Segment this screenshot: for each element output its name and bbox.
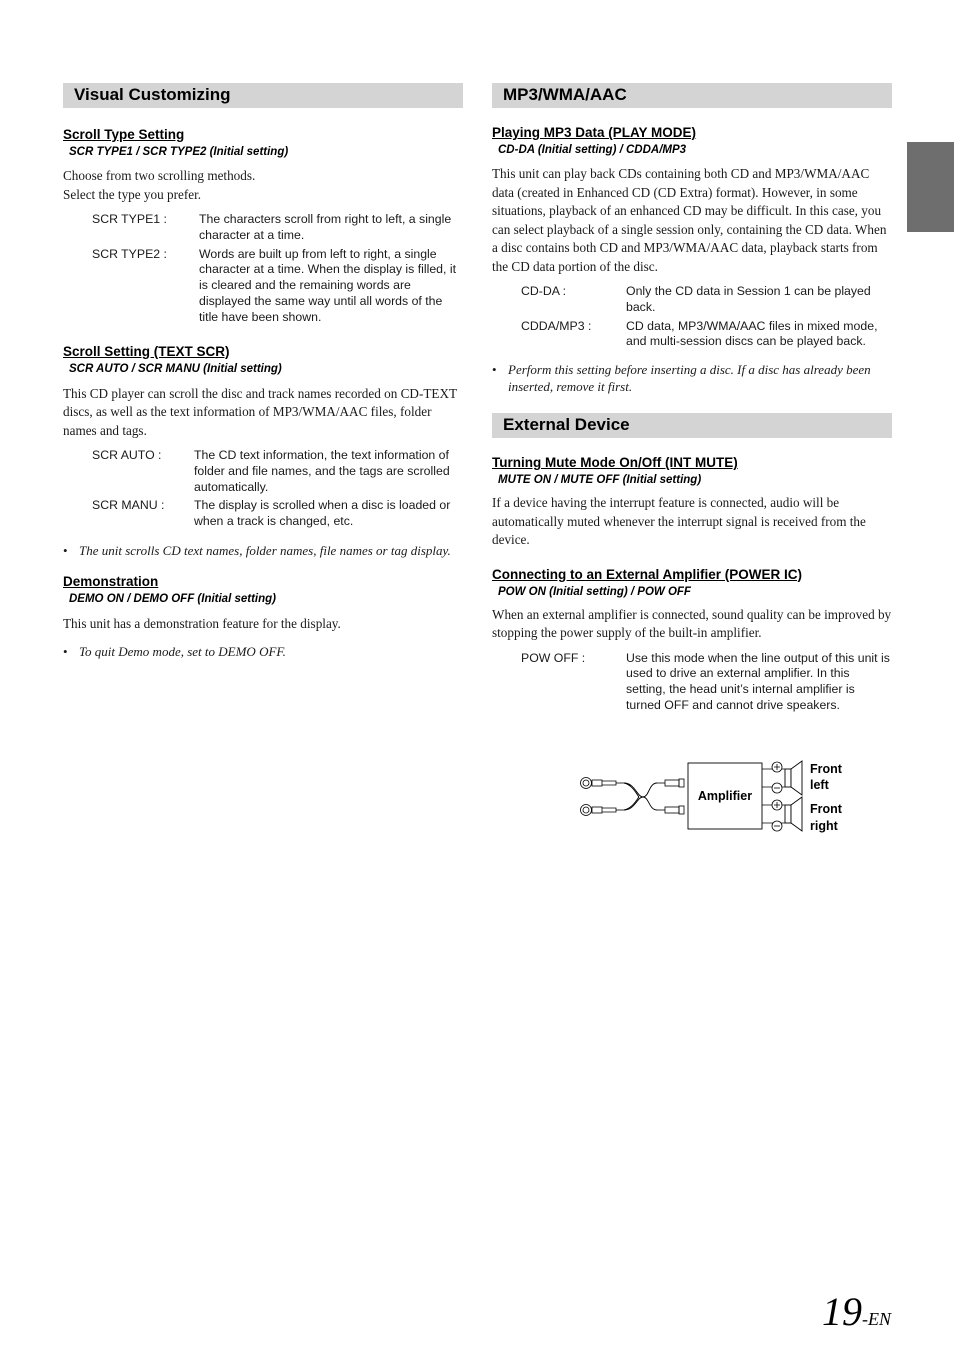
- definition-desc: The CD text information, the text information of folder and file names, and the tags are scrolled automatically.: [194, 448, 450, 494]
- definition-row: [92, 212, 463, 244]
- definition-term: SCR TYPE2 :: [92, 246, 167, 261]
- scroll-type-para1: Choose from two scrolling methods.: [63, 168, 256, 183]
- play-mode-para: This unit can play back CDs containing both CD and MP3/WMA/AAC data (created in Enhanced CD (CD Extra) format). However, in some situations, playback of an enhanced CD may be difficult. In this case, you can select playback of a single session only, containing the CD data. When a disc contains both CD and MP3/WMA/AAC data, playback starts from the CD data portion of the disc.: [492, 166, 887, 274]
- definition-term: SCR TYPE1 :: [92, 212, 167, 226]
- rca-plug-icon: [581, 778, 625, 789]
- demonstration-heading: Demonstration: [63, 574, 159, 590]
- front-right-label-line1: Front: [810, 802, 842, 816]
- minus-terminal-icon: [772, 821, 782, 831]
- power-ic-definitions: [492, 651, 892, 714]
- definition-desc: The characters scroll from right to left, a single character at a time.: [199, 212, 452, 242]
- definition-row: [92, 247, 463, 326]
- int-mute-heading: Turning Mute Mode On/Off (INT MUTE): [492, 455, 738, 471]
- right-column: [492, 83, 892, 717]
- scroll-setting-note: [63, 542, 463, 559]
- minus-terminal-icon: [772, 783, 782, 793]
- definition-desc: CD data, MP3/WMA/AAC files in mixed mode, and multi-session discs can be played back.: [626, 318, 878, 349]
- section-tab-marker: [907, 142, 954, 232]
- page-number: [822, 1290, 891, 1341]
- scroll-type-options: SCR TYPE1 / SCR TYPE2 (Initial setting): [69, 146, 289, 158]
- note-text: The unit scrolls CD text names, folder names, file names or tag display.: [79, 543, 451, 559]
- demonstration-options: DEMO ON / DEMO OFF (Initial setting): [69, 593, 276, 606]
- definition-desc: Only the CD data in Session 1 can be played back.: [626, 284, 871, 314]
- definition-term: SCR AUTO :: [92, 448, 162, 463]
- power-ic-para: When an external amplifier is connected, sound quality can be improved by stopping the power supply of the built-in amplifier.: [492, 606, 892, 641]
- definition-desc: The display is scrolled when a disc is loaded or when a track is changed, etc.: [194, 498, 451, 529]
- definition-term: CD-DA :: [521, 284, 567, 298]
- section-title-mp3-wma-aac: MP3/WMA/AAC: [492, 83, 892, 108]
- front-left-label-line1: Front: [810, 762, 842, 776]
- page-number-suffix: -EN: [862, 1309, 891, 1329]
- definition-row: [92, 448, 463, 495]
- crossed-rca-cables: [624, 783, 657, 810]
- speaker-wires: [762, 769, 785, 823]
- demonstration-para: This unit has a demonstration feature for the display.: [63, 616, 341, 632]
- bullet-icon: •: [63, 643, 68, 659]
- section-title-visual-customizing: Visual Customizing: [63, 83, 463, 108]
- front-right-label-line2: right: [810, 819, 838, 833]
- definition-desc: Words are built up from left to right, a single character at a time. When the display is filled, it is cleared and the remaining words are displayed the same way until all words of the title have been shown.: [199, 246, 456, 324]
- amplifier-label: Amplifier: [697, 789, 753, 803]
- definition-term: SCR MANU :: [92, 498, 165, 513]
- bullet-icon: •: [63, 543, 68, 559]
- scroll-type-definitions: [63, 212, 463, 326]
- rca-plug-icon: [581, 805, 625, 816]
- play-mode-options: CD-DA (Initial setting) / CDDA/MP3: [498, 144, 687, 156]
- definition-desc: Use this mode when the line output of this unit is used to drive an external amplifier. In this setting, the head unit’s internal amplifier is turned OFF and cannot drive speakers.: [626, 650, 890, 713]
- plus-terminal-icon: [772, 762, 782, 772]
- left-column: [63, 83, 463, 660]
- play-mode-note: [492, 361, 892, 395]
- int-mute-para: If a device having the interrupt feature is connected, audio will be automatically muted whenever the interrupt signal is received from the device.: [492, 495, 866, 548]
- section-title-external-device: External Device: [492, 413, 892, 438]
- plus-terminal-icon: [772, 800, 782, 810]
- definition-row: [521, 651, 892, 714]
- scroll-type-heading: Scroll Type Setting: [63, 127, 185, 142]
- play-mode-definitions: [492, 284, 892, 350]
- scroll-setting-para: This CD player can scroll the disc and track names recorded on CD-TEXT discs, as well as the text information of MP3/WMA/AAC files, folder names and tags.: [63, 385, 457, 438]
- scroll-setting-heading: Scroll Setting (TEXT SCR): [63, 343, 230, 359]
- definition-row: [521, 319, 892, 351]
- note-text: Perform this setting before inserting a disc. If a disc has already been inserted, remove it first.: [508, 362, 871, 395]
- note-text: To quit Demo mode, set to DEMO OFF.: [79, 643, 286, 659]
- front-left-label-line2: left: [810, 778, 829, 792]
- power-ic-heading: Connecting to an External Amplifier (POWER IC): [492, 566, 803, 582]
- int-mute-options: MUTE ON / MUTE OFF (Initial setting): [498, 474, 702, 487]
- definition-term: CDDA/MP3 :: [521, 318, 592, 333]
- demonstration-note: [63, 643, 463, 660]
- definition-term: POW OFF :: [521, 650, 586, 665]
- speaker-icon: [785, 761, 802, 795]
- amplifier-connection-diagram: [577, 757, 857, 837]
- definition-row: [92, 498, 463, 530]
- power-ic-options: POW ON (Initial setting) / POW OFF: [498, 585, 691, 598]
- scroll-setting-options: SCR AUTO / SCR MANU (Initial setting): [69, 362, 282, 375]
- scroll-type-para2: Select the type you prefer.: [63, 186, 202, 202]
- rca-plug-icon: [657, 779, 684, 787]
- play-mode-heading: Playing MP3 Data (PLAY MODE): [492, 125, 697, 140]
- speaker-icon: [785, 797, 802, 831]
- rca-plug-icon: [657, 806, 684, 814]
- page-number-value: 19: [822, 1289, 862, 1334]
- scroll-setting-definitions: [63, 448, 463, 530]
- bullet-icon: •: [492, 362, 497, 378]
- definition-row: [521, 284, 892, 316]
